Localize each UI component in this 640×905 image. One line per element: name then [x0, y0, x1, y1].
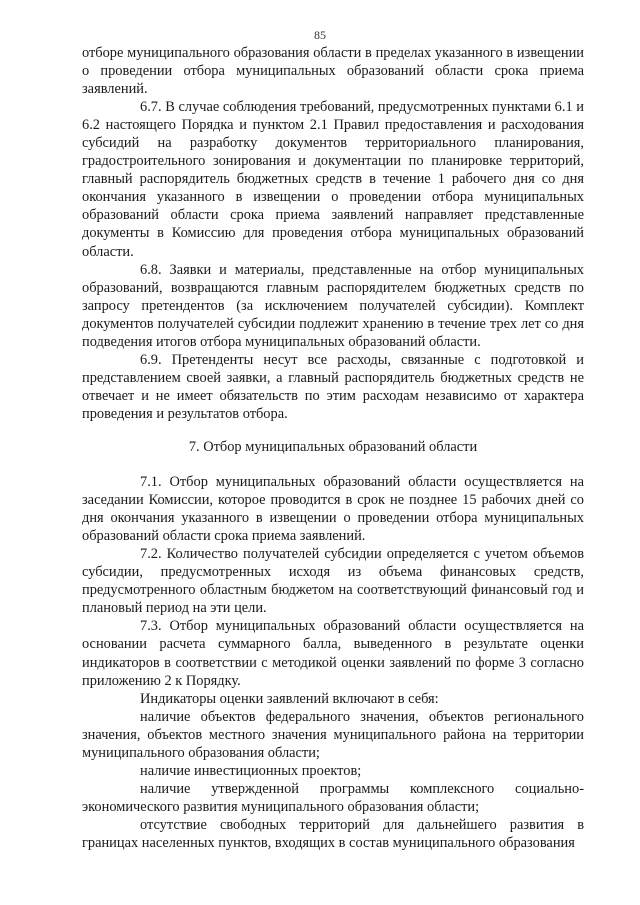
paragraph-7-3: 7.3. Отбор муниципальных образований области осуществляется на основании расчета суммарного балла, выведенного в результате оценки индикаторов в соответствии с методикой оценки заявлений по форме 3 согласно приложению 2 к Порядку. — [82, 618, 584, 689]
paragraph-6-7: 6.7. В случае соблюдения требований, предусмотренных пунктами 6.1 и 6.2 настоящего Порядка и пунктом 2.1 Правил предоставления и расходования субсидий на разработку документов территориального планирования, градостроительного зонирования и документации по планировке территорий, главный распорядитель бюджетных средств в течение 1 рабочего дня со дня окончания указанного в извещении о проведении отбора муниципальных образований области срока приема заявлений направляет представленные документы в Комиссию для проведения отбора муниципальных образований области. — [82, 99, 584, 260]
section-heading: 7. Отбор муниципальных образований области — [188, 438, 478, 455]
indicator-objects: наличие объектов федерального значения, объектов регионального значения, объектов местного значения муниципального района на территории муниципального образования области; — [82, 708, 584, 761]
paragraph-6-9: 6.9. Претенденты несут все расходы, связанные с подготовкой и представлением своей заявки, а главный распорядитель бюджетных средств не отвечает и не имеет обязательств по этим расходам независимо от характера проведения и результатов отбора. — [82, 351, 584, 422]
paragraph-7-1: 7.1. Отбор муниципальных образований области осуществляется на заседании Комиссии, которое проводится в срок не позднее 15 рабочих дней со дня окончания указанного в извещении о проведении отбора муниципальных образований области срока приема заявлений. — [82, 474, 584, 545]
paragraph-7-2: 7.2. Количество получателей субсидии определяется с учетом объемов субсидии, предусмотренных исходя из объема финансовых средств, предусмотренного областным бюджетом на соответствующий финансовый год и плановый период на эти цели. — [82, 546, 584, 617]
indicator-free-territories: отсутствие свободных территорий для дальнейшего развития в границах населенных пунктов, входящих в состав муниципального образования — [82, 816, 584, 851]
page-number: 85 — [314, 28, 326, 42]
indicator-investment-projects: наличие инвестиционных проектов; — [140, 762, 362, 779]
document-body — [82, 44, 584, 852]
paragraph-continuation: отборе муниципального образования области в пределах указанного в извещении о проведении отбора муниципальных образований области срока приема заявлений. — [82, 45, 584, 98]
indicator-development-program: наличие утвержденной программы комплексного социально-экономического развития муниципального образования области; — [82, 780, 584, 815]
indicators-intro: Индикаторы оценки заявлений включают в себя: — [140, 690, 439, 707]
paragraph-6-8: 6.8. Заявки и материалы, представленные на отбор муниципальных образований, возвращаются главным распорядителем бюджетных средств по запросу претендентов (за исключением получателей субсидии). Комплект документов получателей субсидии подлежит хранению в течение трех лет со дня подведения итогов отбора муниципальных образований области. — [82, 261, 584, 350]
